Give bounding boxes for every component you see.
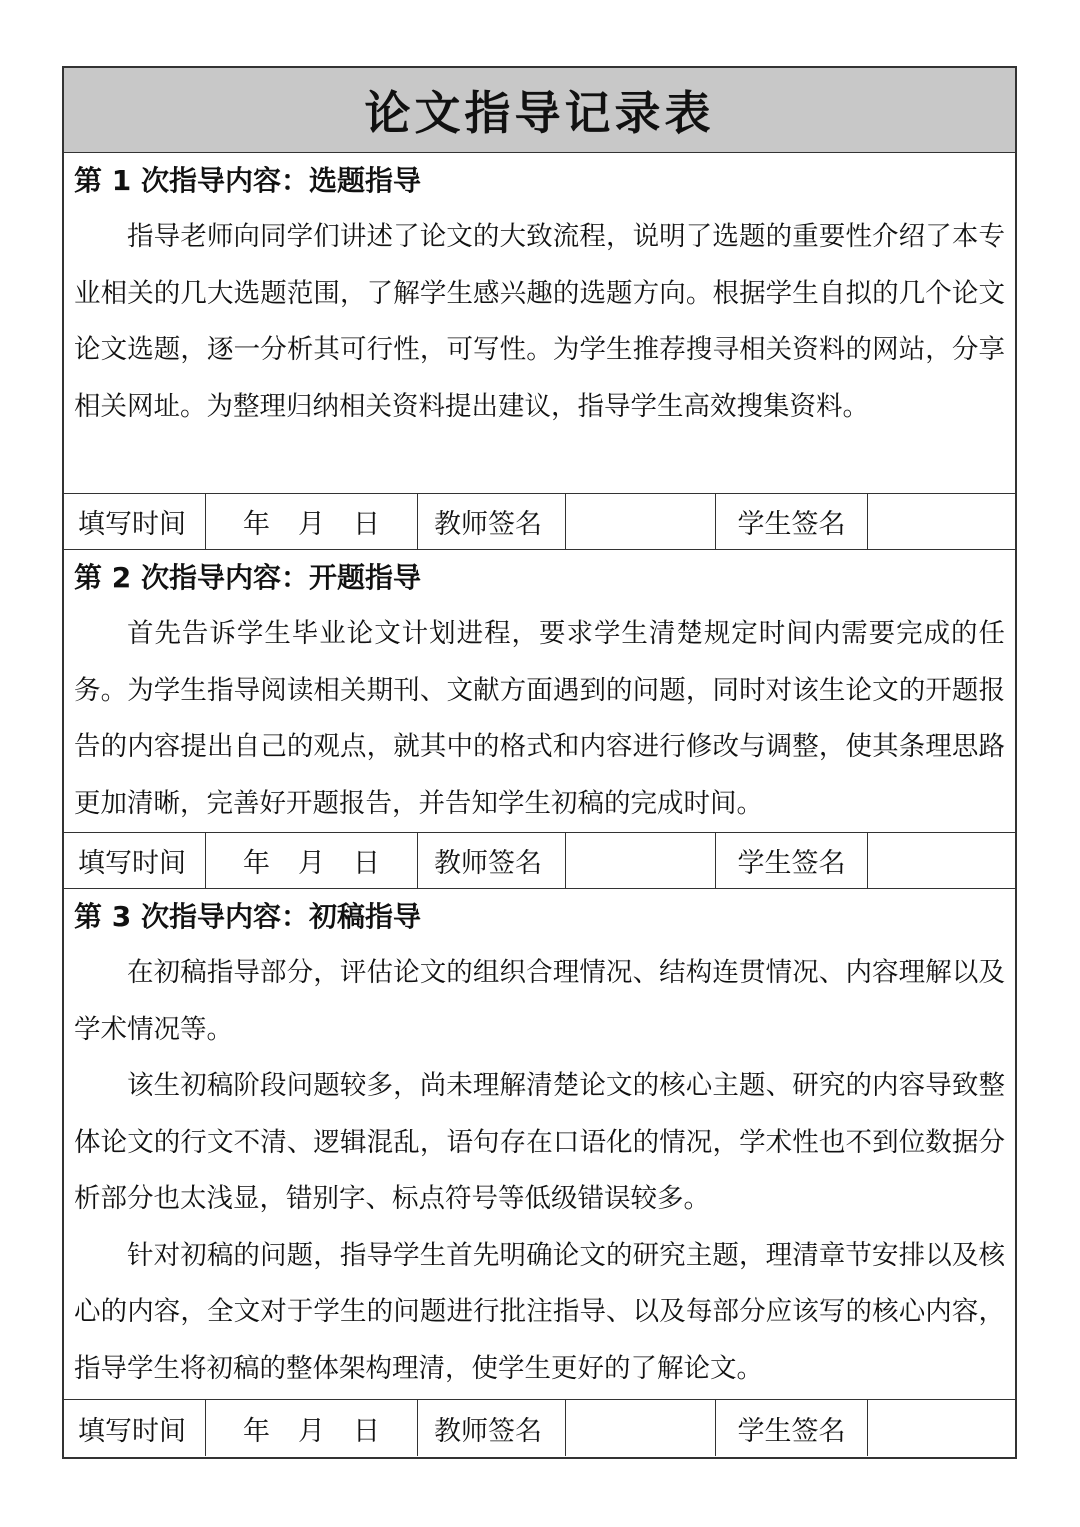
record-form (62, 66, 1017, 1459)
teacher-signature-field[interactable] (566, 833, 716, 888)
teacher-signature-label: 教师签名 (418, 494, 566, 549)
year-label: 年 (243, 1415, 270, 1447)
section-paragraph: 指导老师向同学们讲述了论文的大致流程，说明了选题的重要性介绍了本专业相关的几大选题范围，了解学生感兴趣的选题方向。根据学生自拟的几个论文论文选题，逐一分析其可行性，可写性。为学生推荐搜寻相关资料的网站，分享相关网址。为整理归纳相关资料提出建议，指导学生高效搜集资料。 (74, 221, 1005, 422)
date-field[interactable] (206, 833, 418, 888)
student-signature-field[interactable] (868, 494, 1015, 549)
year-label: 年 (243, 509, 270, 540)
section-paragraph: 针对初稿的问题，指导学生首先明确论文的研究主题，理清章节安排以及核心的内容，全文对于学生的问题进行批注指导、以及每部分应该写的核心内容，指导学生将初稿的整体架构理清，使学生更好的了解论文。 (74, 1239, 1005, 1384)
section-heading: 第 1 次指导内容：选题指导 (74, 164, 421, 197)
section-heading: 第 3 次指导内容：初稿指导 (74, 900, 421, 933)
section-heading: 第 2 次指导内容：开题指导 (74, 561, 421, 594)
fill-time-label: 填写时间 (64, 1400, 206, 1456)
day-label: 日 (353, 509, 380, 540)
section-paragraph: 该生初稿阶段问题较多，尚未理解清楚论文的核心主题、研究的内容导致整体论文的行文不清、逻辑混乱，语句存在口语化的情况，学术性也不到位数据分析部分也太浅显，错别字、标点符号等低级错误较多。 (74, 1070, 1005, 1214)
guidance-section-1 (64, 153, 1015, 493)
guidance-section-2 (64, 550, 1015, 832)
guidance-section-3 (64, 889, 1015, 1399)
month-label: 月 (298, 1415, 325, 1447)
section-paragraph: 首先告诉学生毕业论文计划进程，要求学生清楚规定时间内需要完成的任务。为学生指导阅读相关期刊、文献方面遇到的问题，同时对该生论文的开题报告的内容提出自己的观点，就其中的格式和内容进行修改与调整，使其条理思路更加清晰，完善好开题报告，并告知学生初稿的完成时间。 (74, 618, 1005, 819)
month-label: 月 (298, 848, 325, 879)
teacher-signature-label: 教师签名 (418, 833, 566, 888)
student-signature-label: 学生签名 (716, 833, 868, 888)
month-label: 月 (298, 509, 325, 540)
signature-row-3 (64, 1399, 1015, 1456)
teacher-signature-field[interactable] (566, 494, 716, 549)
signature-row-2 (64, 832, 1015, 889)
student-signature-label: 学生签名 (716, 494, 868, 549)
fill-time-label: 填写时间 (64, 833, 206, 888)
signature-row-1 (64, 493, 1015, 550)
fill-time-label: 填写时间 (64, 494, 206, 549)
student-signature-field[interactable] (868, 1400, 1015, 1456)
section-paragraph: 在初稿指导部分，评估论文的组织合理情况、结构连贯情况、内容理解以及学术情况等。 (74, 957, 1005, 1045)
date-field[interactable] (206, 494, 418, 549)
day-label: 日 (353, 1415, 380, 1447)
year-label: 年 (243, 848, 270, 879)
student-signature-field[interactable] (868, 833, 1015, 888)
student-signature-label: 学生签名 (716, 1400, 868, 1456)
form-title: 论文指导记录表 (64, 68, 1015, 153)
date-field[interactable] (206, 1400, 418, 1456)
day-label: 日 (353, 848, 380, 879)
teacher-signature-field[interactable] (566, 1400, 716, 1456)
teacher-signature-label: 教师签名 (418, 1400, 566, 1456)
